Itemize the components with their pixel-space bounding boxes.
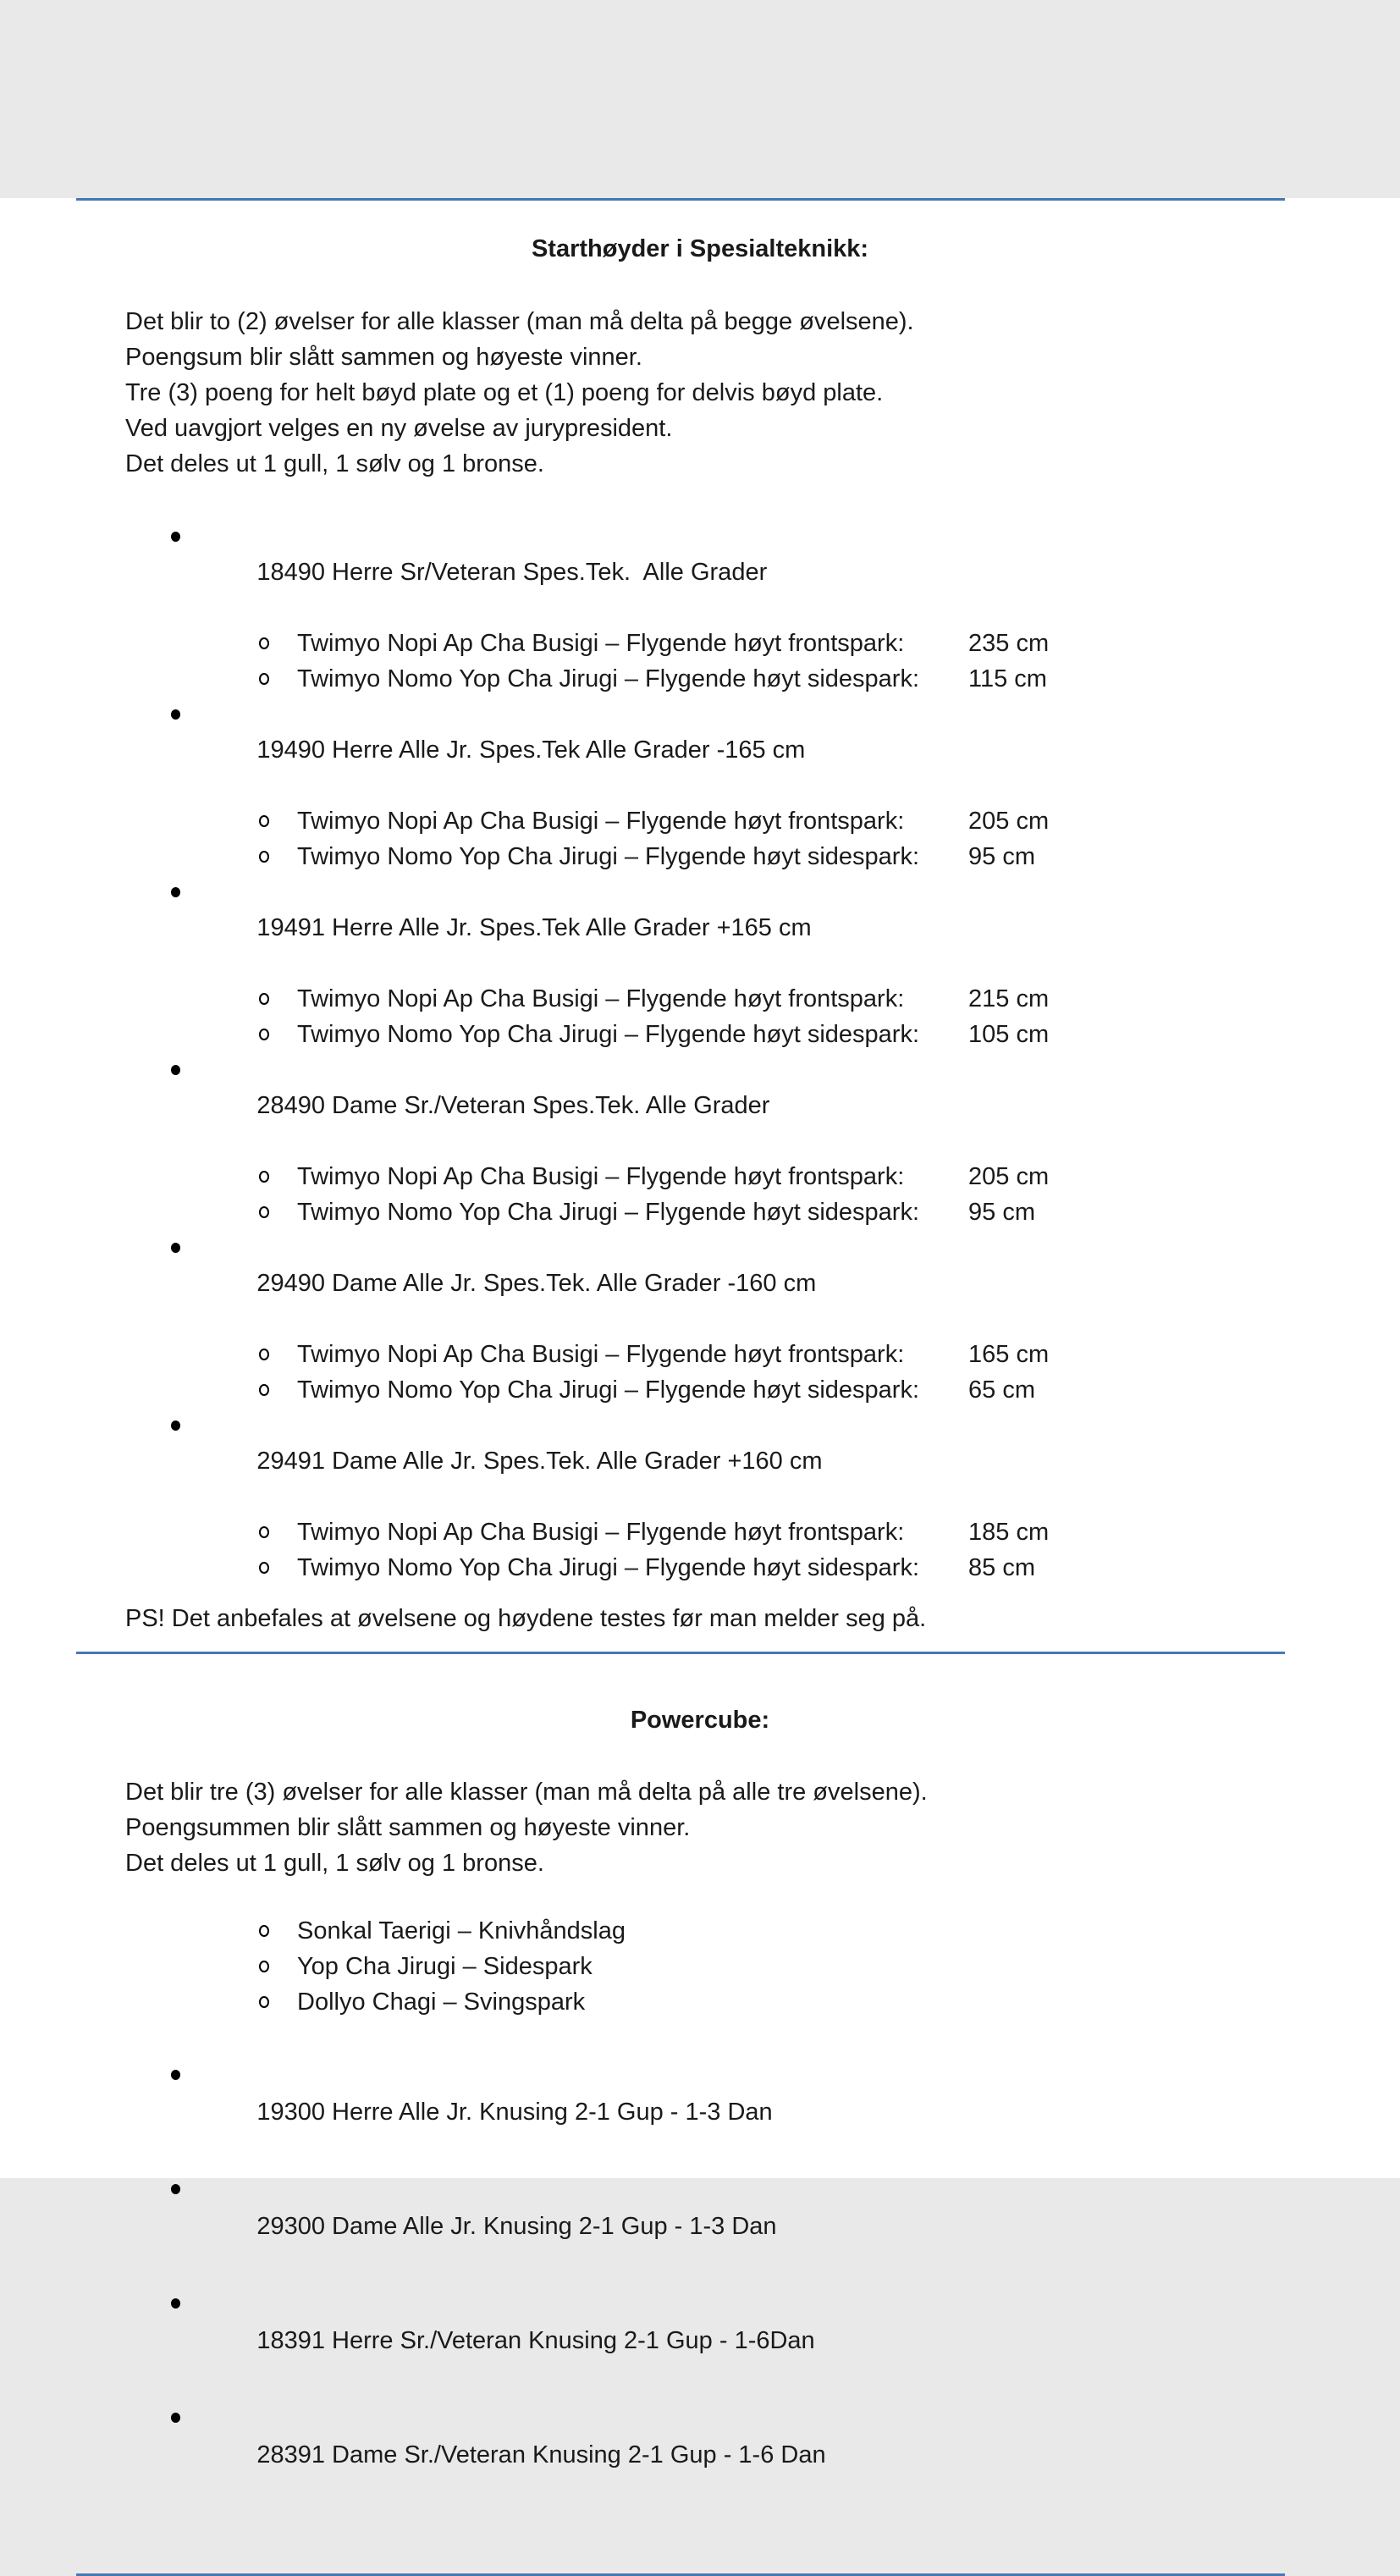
technique-row — [0, 981, 1400, 1017]
technique-height: 235 cm — [968, 630, 1050, 657]
exercise-item — [0, 1949, 1400, 1984]
circle-bullet-icon — [259, 851, 269, 863]
document-page — [0, 198, 1400, 2468]
event-item — [0, 1408, 1400, 1514]
intro-line: Det deles ut 1 gull, 1 sølv og 1 bronse. — [125, 450, 544, 477]
technique-row — [0, 661, 1400, 697]
event-item — [0, 874, 1400, 981]
circle-bullet-icon — [259, 1349, 269, 1360]
event-label: 19300 Herre Alle Jr. Knusing 2-1 Gup - 1-3 Dan — [256, 2099, 773, 2126]
circle-bullet-icon — [259, 1526, 269, 1538]
event-item — [0, 697, 1400, 803]
technique-height: 185 cm — [968, 1519, 1050, 1546]
event-label: 18391 Herre Sr./Veteran Knusing 2-1 Gup - 1-6Dan — [256, 2327, 815, 2354]
circle-bullet-icon — [259, 1171, 269, 1183]
technique-row — [0, 1550, 1400, 1586]
event-label: 29490 Dame Alle Jr. Spes.Tek. Alle Grader -160 cm — [256, 1270, 817, 1297]
section-title-powercube: Powercube: — [630, 1707, 770, 1734]
technique-name: Twimyo Nopi Ap Cha Busigi – Flygende høyt frontspark: — [297, 1519, 905, 1546]
exercise-item — [0, 1984, 1400, 2020]
bullet-icon — [171, 532, 180, 542]
intro-line: Ved uavgjort velges en ny øvelse av jurypresident. — [125, 415, 673, 442]
bullet-icon — [171, 1243, 180, 1253]
circle-bullet-icon — [259, 1029, 269, 1040]
circle-bullet-icon — [259, 673, 269, 685]
technique-row — [0, 1159, 1400, 1194]
bullet-icon — [171, 2413, 180, 2423]
technique-name: Twimyo Nomo Yop Cha Jirugi – Flygende høyt sidespark: — [297, 1021, 920, 1048]
technique-name: Twimyo Nopi Ap Cha Busigi – Flygende høyt frontspark: — [297, 985, 905, 1012]
circle-bullet-icon — [259, 637, 269, 649]
spesialteknikk-event-list — [0, 519, 1400, 1586]
circle-bullet-icon — [259, 1562, 269, 1574]
bullet-icon — [171, 887, 180, 897]
circle-bullet-icon — [259, 1925, 269, 1937]
intro-line: Tre (3) poeng for helt bøyd plate og et (1) poeng for delvis bøyd plate. — [125, 379, 884, 406]
technique-height: 85 cm — [968, 1554, 1035, 1581]
event-label: 29491 Dame Alle Jr. Spes.Tek. Alle Grader +160 cm — [256, 1448, 823, 1475]
technique-height: 95 cm — [968, 1199, 1035, 1226]
exercise-item — [0, 1913, 1400, 1949]
section-divider-middle — [76, 1652, 1285, 1654]
technique-height: 205 cm — [968, 1163, 1050, 1190]
event-item — [0, 2284, 1400, 2398]
event-item — [0, 519, 1400, 626]
event-label: 19490 Herre Alle Jr. Spes.Tek Alle Grader -165 cm — [256, 736, 806, 764]
bullet-icon — [171, 1420, 180, 1431]
circle-bullet-icon — [259, 993, 269, 1005]
technique-name: Twimyo Nopi Ap Cha Busigi – Flygende høyt frontspark: — [297, 630, 905, 657]
technique-height: 95 cm — [968, 843, 1035, 870]
event-item — [0, 2055, 1400, 2170]
technique-row — [0, 1372, 1400, 1408]
section-title-spesialteknikk: Starthøyder i Spesialteknikk: — [531, 235, 869, 262]
technique-row — [0, 1514, 1400, 1550]
ps-note: PS! Det anbefales at øvelsene og høydene testes før man melder seg på. — [125, 1605, 927, 1632]
intro-line: Det blir tre (3) øvelser for alle klasser (man må delta på alle tre øvelsene). — [125, 1779, 928, 1806]
circle-bullet-icon — [259, 815, 269, 827]
technique-name: Twimyo Nopi Ap Cha Busigi – Flygende høyt frontspark: — [297, 808, 905, 835]
technique-name: Twimyo Nomo Yop Cha Jirugi – Flygende høyt sidespark: — [297, 1554, 920, 1581]
bullet-icon — [171, 2298, 180, 2308]
event-item — [0, 1052, 1400, 1159]
event-item — [0, 1230, 1400, 1337]
powercube-intro — [125, 1774, 1349, 1881]
event-item — [0, 2170, 1400, 2284]
intro-line: Det deles ut 1 gull, 1 sølv og 1 bronse. — [125, 1850, 544, 1877]
technique-row — [0, 1194, 1400, 1230]
technique-height: 205 cm — [968, 808, 1050, 835]
technique-name: Twimyo Nopi Ap Cha Busigi – Flygende høyt frontspark: — [297, 1163, 905, 1190]
intro-line: Poengsummen blir slått sammen og høyeste vinner. — [125, 1814, 691, 1841]
section-divider-top — [76, 198, 1285, 201]
powercube-exercise-list — [0, 1913, 1400, 2020]
exercise-label: Yop Cha Jirugi – Sidespark — [297, 1953, 593, 1980]
circle-bullet-icon — [259, 1384, 269, 1396]
exercise-label: Dollyo Chagi – Svingspark — [297, 1989, 586, 2016]
spesialteknikk-intro — [125, 304, 1349, 482]
event-label: 28490 Dame Sr./Veteran Spes.Tek. Alle Grader — [256, 1092, 770, 1119]
bullet-icon — [171, 1065, 180, 1075]
powercube-event-list — [0, 2055, 1400, 2513]
technique-height: 105 cm — [968, 1021, 1050, 1048]
technique-name: Twimyo Nomo Yop Cha Jirugi – Flygende høyt sidespark: — [297, 665, 920, 692]
technique-row — [0, 626, 1400, 661]
bullet-icon — [171, 709, 180, 720]
technique-name: Twimyo Nopi Ap Cha Busigi – Flygende høyt frontspark: — [297, 1341, 905, 1368]
technique-name: Twimyo Nomo Yop Cha Jirugi – Flygende høyt sidespark: — [297, 843, 920, 870]
technique-height: 115 cm — [968, 665, 1047, 692]
bullet-icon — [171, 2070, 180, 2080]
circle-bullet-icon — [259, 1206, 269, 1218]
technique-name: Twimyo Nomo Yop Cha Jirugi – Flygende høyt sidespark: — [297, 1376, 920, 1404]
bullet-icon — [171, 2184, 180, 2194]
event-item — [0, 2398, 1400, 2513]
technique-height: 215 cm — [968, 985, 1050, 1012]
technique-name: Twimyo Nomo Yop Cha Jirugi – Flygende høyt sidespark: — [297, 1199, 920, 1226]
technique-row — [0, 803, 1400, 839]
intro-line: Det blir to (2) øvelser for alle klasser (man må delta på begge øvelsene). — [125, 308, 914, 335]
event-label: 19491 Herre Alle Jr. Spes.Tek Alle Grader +165 cm — [256, 914, 812, 941]
technique-height: 165 cm — [968, 1341, 1050, 1368]
technique-row — [0, 839, 1400, 874]
exercise-label: Sonkal Taerigi – Knivhåndslag — [297, 1917, 626, 1944]
technique-height: 65 cm — [968, 1376, 1035, 1404]
event-label: 28391 Dame Sr./Veteran Knusing 2-1 Gup - 1-6 Dan — [256, 2441, 826, 2468]
event-label: 29300 Dame Alle Jr. Knusing 2-1 Gup - 1-3 Dan — [256, 2213, 777, 2240]
circle-bullet-icon — [259, 1961, 269, 1972]
intro-line: Poengsum blir slått sammen og høyeste vinner. — [125, 344, 642, 371]
event-label: 18490 Herre Sr/Veteran Spes.Tek. Alle Grader — [256, 559, 768, 586]
technique-row — [0, 1017, 1400, 1052]
technique-row — [0, 1337, 1400, 1372]
circle-bullet-icon — [259, 1996, 269, 2008]
